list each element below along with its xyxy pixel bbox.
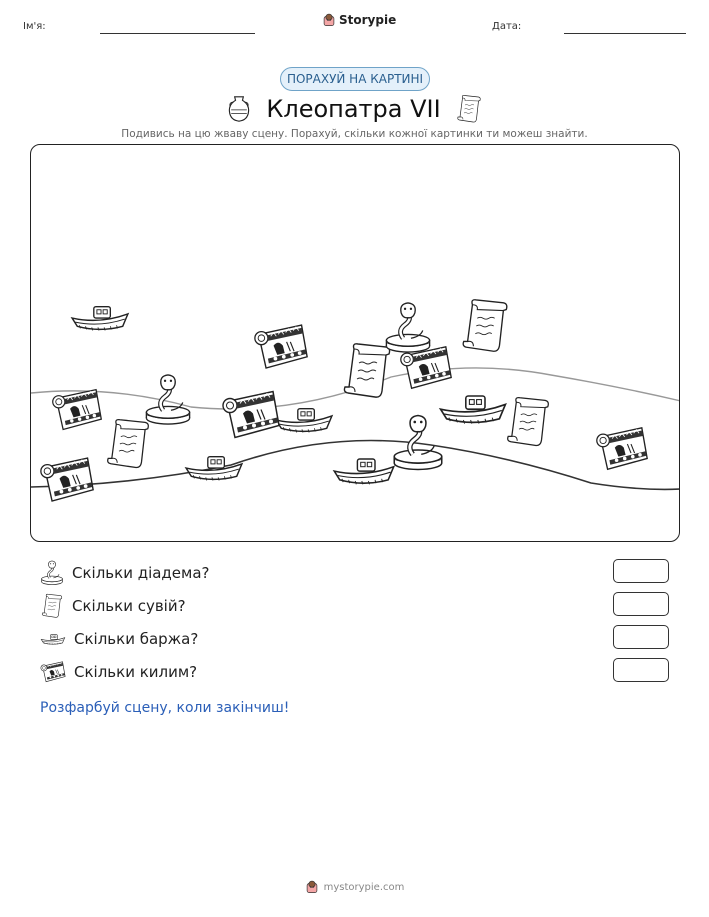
question-carpet [40, 659, 197, 685]
brand-logo [322, 13, 396, 27]
question-text: Скільки сувій? [72, 597, 186, 615]
instructions: Подивись на цю жваву сцену. Порахуй, скільки кожної картинки ти можеш знайти. [121, 128, 588, 140]
barge-icon[interactable] [273, 403, 335, 435]
name-label: Ім'я: [23, 21, 46, 32]
answer-box-scroll[interactable] [613, 592, 669, 616]
carpet-icon [40, 660, 66, 684]
name-line[interactable] [100, 33, 255, 34]
activity-badge: ПОРАХУЙ НА КАРТИНІ [280, 67, 430, 91]
date-label: Дата: [492, 21, 522, 32]
carpet-icon[interactable] [39, 453, 95, 507]
scroll-icon[interactable] [503, 395, 553, 449]
carpet-icon[interactable] [253, 321, 309, 373]
question-scroll [40, 593, 186, 619]
barge-icon [40, 631, 66, 647]
question-text: Скільки килим? [74, 663, 198, 681]
barge-icon[interactable] [436, 390, 510, 426]
scroll-icon [455, 94, 483, 124]
date-line[interactable] [564, 33, 686, 34]
question-barge [40, 626, 198, 652]
barge-icon[interactable] [69, 301, 131, 333]
footer-url[interactable]: mystorypie.com [323, 881, 405, 893]
answer-box-carpet[interactable] [613, 658, 669, 682]
carpet-icon[interactable] [221, 387, 281, 443]
carpet-icon[interactable] [595, 423, 649, 475]
vase-icon [226, 94, 252, 124]
counting-scene [30, 144, 680, 542]
question-text: Скільки діадема? [72, 564, 210, 582]
carpet-icon[interactable] [51, 385, 103, 435]
cobra-diadem-icon [40, 560, 64, 586]
title-row [0, 91, 709, 127]
answer-box-barge[interactable] [613, 625, 669, 649]
question-text: Скільки баржа? [74, 630, 199, 648]
cobra-diadem-icon[interactable] [383, 301, 433, 355]
footer [0, 880, 709, 894]
storypie-logo-icon [305, 880, 319, 894]
storypie-logo-icon [322, 13, 336, 27]
scroll-icon[interactable] [459, 297, 511, 355]
page-title: Клеопатра VII [266, 95, 441, 123]
cobra-diadem-icon[interactable] [391, 413, 445, 473]
cobra-diadem-icon[interactable] [143, 373, 193, 427]
barge-icon[interactable] [183, 451, 245, 483]
finish-instruction: Розфарбуй сцену, коли закінчиш! [40, 700, 290, 716]
barge-icon[interactable] [331, 453, 397, 487]
brand-name: Storypie [339, 13, 397, 27]
scroll-icon [40, 593, 64, 619]
question-diadem [40, 560, 210, 586]
answer-box-diadem[interactable] [613, 559, 669, 583]
